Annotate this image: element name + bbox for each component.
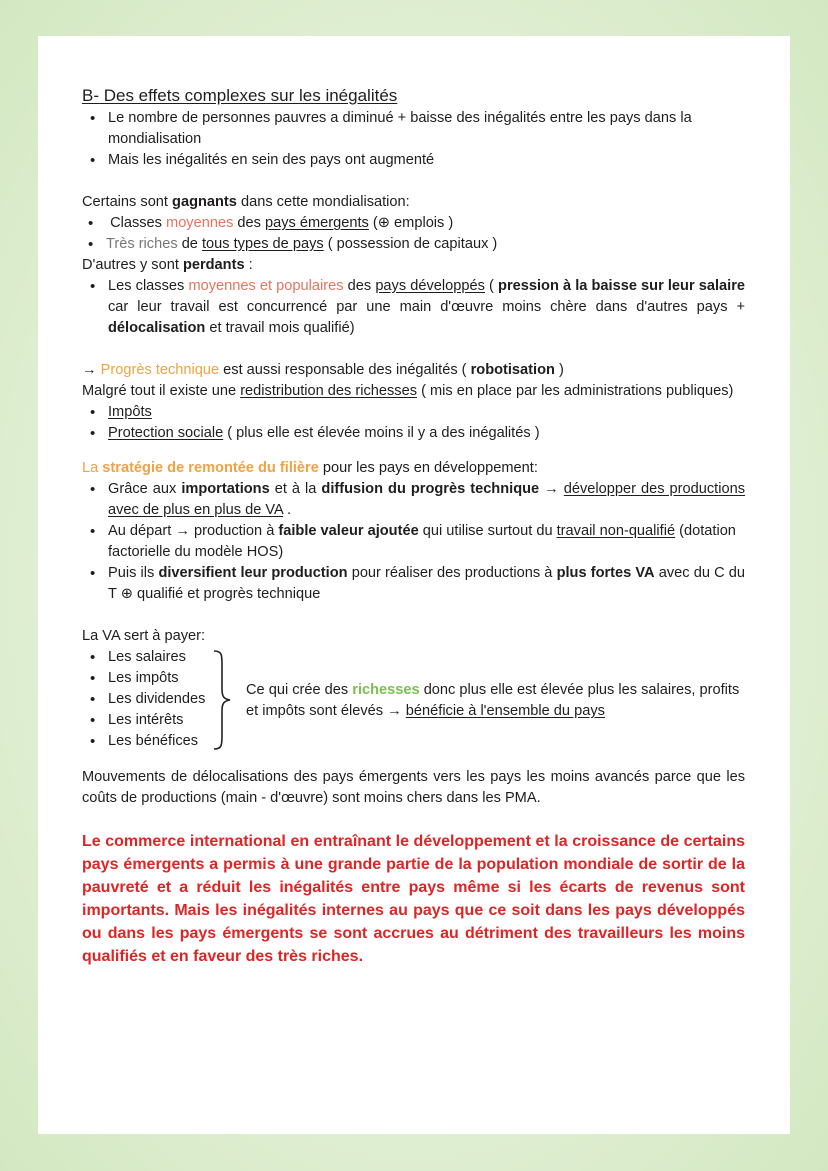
underlined-term: Protection sociale — [108, 425, 224, 441]
underlined-term: pays émergents — [265, 215, 369, 231]
bold-term: délocalisation — [108, 320, 206, 336]
text-span: et à la — [269, 481, 322, 497]
bold-term: faible valeur ajoutée — [278, 523, 419, 539]
document-page — [38, 36, 790, 1134]
redistribution-line — [82, 381, 745, 402]
gagnants-heading — [82, 192, 745, 213]
underlined-term: travail non-qualifié — [556, 523, 676, 539]
list-item: • Mais les inégalités en sein des pays ont augmenté — [82, 150, 745, 171]
underlined-term: Impôts — [108, 404, 152, 420]
text-span: (⊕ emplois ) — [368, 215, 454, 231]
text-span: ( possession de capitaux ) — [323, 236, 498, 252]
bold-term: diffusion du progrès technique — [321, 481, 540, 497]
list-item — [82, 402, 745, 423]
text-span: (dotation factorielle du modèle HOS) — [108, 523, 736, 560]
list-item — [82, 521, 745, 563]
text-span: Malgré tout il existe une — [82, 383, 241, 399]
text-span: : — [244, 257, 253, 273]
perdants-heading — [82, 255, 745, 276]
highlight-progres: Progrès technique — [100, 362, 220, 378]
text-span: ( — [484, 278, 499, 294]
text-span: des — [343, 278, 376, 294]
bold-term: importations — [181, 481, 270, 497]
progres-line — [82, 360, 745, 381]
conclusion-paragraph: Le commerce international en entraînant le développement et la croissance de certains pays émergents a permis à une grande partie de la population mondiale de sortir de la pauvreté et a réduit les inégalités entre pays même si les écarts de revenus sont importants. Mais les inégalités internes au pays que ce soit dans les pays développés ou dans les pays émergents se sont accrues au détriment des travailleurs les moins qualifiés et en faveur des très riches. — [82, 833, 745, 965]
text-span: ) — [554, 362, 564, 378]
underlined-term: tous types de pays — [201, 236, 324, 252]
text-span: Au départ → production à — [108, 523, 279, 539]
list-item: • Les impôts — [82, 668, 745, 689]
list-item: • Les salaires — [82, 647, 745, 668]
text-span: et travail mois qualifié) — [205, 320, 355, 336]
text-span: D'autres y sont — [82, 257, 183, 273]
highlight-moyennes: moyennes — [166, 215, 234, 231]
underlined-term: bénéficie à l'ensemble du pays — [405, 703, 605, 719]
text-span: est aussi responsable des inégalités ( — [219, 362, 471, 378]
text-span: Puis ils — [108, 565, 159, 581]
text-span: Grâce aux — [108, 481, 182, 497]
va-heading: La VA sert à payer: — [82, 628, 206, 644]
strategie-heading — [82, 458, 745, 479]
text-span: Certains sont — [82, 194, 173, 210]
text-span: pour réaliser des productions à — [347, 565, 557, 581]
text-span: qui utilise surtout du — [418, 523, 557, 539]
arrow-icon: → — [82, 362, 101, 378]
list-item — [82, 213, 745, 234]
gagnants-keyword: gagnants — [172, 194, 237, 210]
highlight-classes: moyennes et populaires — [188, 278, 344, 294]
list-item — [82, 423, 745, 444]
underlined-term: développer des productions avec de plus en plus de VA — [108, 481, 745, 518]
section-title: B- Des effets complexes sur les inégalités — [82, 86, 398, 105]
text-span: Classes — [110, 215, 167, 231]
list-item: • Le nombre de personnes pauvres a diminué + baisse des inégalités entre les pays dans la mondialisation — [82, 108, 745, 150]
text-span: ( mis en place par les administrations publiques) — [417, 383, 734, 399]
mouvements-paragraph: Mouvements de délocalisations des pays émergents vers les pays les moins avancés parce que les coûts de productions (main - d'œuvre) sont moins chers dans les PMA. — [82, 769, 745, 806]
text-span: car leur travail est concurrencé par une main d'œuvre moins chère dans d'autres pays + — [108, 299, 745, 315]
text-span: La — [82, 460, 103, 476]
highlight-richesses: richesses — [352, 682, 420, 698]
bold-term: robotisation — [470, 362, 555, 378]
text-span: Les classes — [108, 278, 189, 294]
text-span: de — [177, 236, 202, 252]
text-span: ( plus elle est élevée moins il y a des inégalités ) — [223, 425, 540, 441]
list-item: • Les bénéfices — [82, 731, 745, 752]
va-block — [82, 647, 745, 753]
text-span: pour les pays en développement: — [318, 460, 538, 476]
underlined-term: pays développés — [375, 278, 485, 294]
text-span: avec du C du T ⊕ qualifié et progrès technique — [108, 565, 745, 602]
list-item: • Les dividendes — [82, 689, 745, 710]
text-span: dans cette mondialisation: — [236, 194, 410, 210]
list-item: • Les intérêts — [82, 710, 745, 731]
highlight-tres-riches: Très riches — [106, 236, 178, 252]
bold-term: pression à la baisse sur leur salaire — [498, 278, 746, 294]
va-explanation — [246, 680, 745, 722]
perdants-list — [82, 276, 745, 339]
curly-brace-icon — [212, 649, 232, 751]
gagnants-list — [82, 213, 745, 255]
text-span: des — [233, 215, 266, 231]
arrow-icon: → — [539, 481, 564, 497]
redistribution-list — [82, 402, 745, 444]
perdants-keyword: perdants — [182, 257, 245, 273]
intro-list — [82, 108, 745, 171]
bold-term: plus fortes VA — [556, 565, 655, 581]
text-span: Ce qui crée des — [246, 682, 353, 698]
list-item — [82, 563, 745, 605]
document-content — [82, 84, 745, 968]
text-span: donc plus elle est élevée plus les salaires, profits et impôts sont élevés → — [246, 682, 740, 719]
list-item — [82, 234, 745, 255]
highlight-strategie: stratégie de remontée du filière — [102, 460, 319, 476]
strategie-list — [82, 479, 745, 605]
text-span: . — [282, 502, 292, 518]
list-item — [82, 276, 745, 339]
bold-term: diversifient leur production — [158, 565, 348, 581]
list-item — [82, 479, 745, 521]
underlined-term: redistribution des richesses — [240, 383, 418, 399]
